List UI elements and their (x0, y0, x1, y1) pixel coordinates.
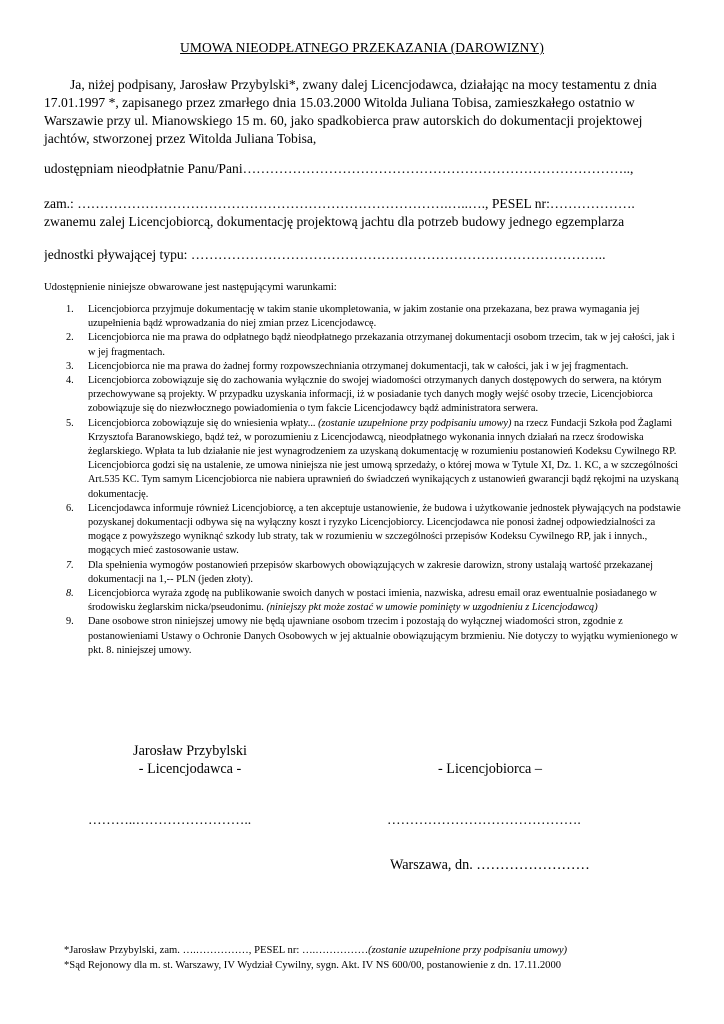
licensee-signature-line: ……………………………………. (387, 812, 581, 827)
intro-paragraph (44, 76, 684, 148)
condition-item (44, 360, 682, 374)
condition-text: Licencjobiorca nie ma prawa do odpłatnego bądź nieodpłatnego przekazania otrzymanej dokumentacji osobom trzecim, tak w jej całości, jak i w jej fragmentach. (88, 332, 675, 358)
condition-text: Licencjobiorca zobowiązuje się do zachowania wyłącznie do swojej wiadomości otrzymanych danych dostępowych do serwera, na którym przechowywane są projekty. W przypadku uzyskania informacji, iż w posiadanie tych danych mogły wejść osoby trzecie, Licencjobiorca zobowiązuje się do niezwłocznego powiadomienia o tym fakcie Licencjodawcy bądź administratora serwera. (88, 375, 662, 415)
condition-text: Licencjobiorca nie ma prawa do żadnej formy rozpowszechniania otrzymanej dokumentacji, tak w całości, jak i w jej fragmentach. (88, 360, 629, 372)
unit-type-line: jednostki pływającej typu: ……………………………………………………………………………….. (44, 247, 606, 262)
licensor-signature-block (110, 742, 270, 778)
address-pesel-line: zam.: ……………………………………………………………………….…..…., PESEL nr:………………. (44, 196, 635, 211)
licensee-role: - Licencjobiorca – (438, 761, 542, 777)
footnote-1-text: *Jarosław Przybylski, zam. ….……………, PESEL nr: ….…………… (64, 945, 369, 956)
condition-item (44, 587, 682, 615)
condition-text: Licencjobiorca wyraża zgodę na publikowanie swoich danych w postaci imienia, nazwiska, adresu email oraz ewentualnie posiadanego w środowisku żeglarskim nicka/pseudonimu. (88, 588, 657, 614)
licensee-signature-block (410, 760, 570, 778)
document-title: UMOWA NIEODPŁATNEGO PRZEKAZANIA (DAROWIZNY) (180, 40, 544, 55)
licensor-name: Jarosław Przybylski (133, 743, 247, 759)
condition-text: Licencjodawca informuje również Licencjobiorcę, a ten akceptuje ustanowienie, że budowa i użytkowanie jednostek pływających na podstawie pozyskanej dokumentacji odbywa się na wyłączny koszt i ryzyko Licencjobiorcy. Licencjodawca nie ponosi żadnej odpowiedzialności za mogące z powyższego wyniknąć szkody lub straty, tak w rozumieniu w szczególności przepisów Kodeksu Cywilnego RP, jak i innych., mogących mieć zastosowanie ustaw. (88, 502, 681, 557)
condition-item (44, 559, 682, 587)
condition-item (44, 417, 682, 502)
condition-text: Dane osobowe stron niniejszej umowy nie będą ujawniane osobom trzecim i pozostają do wyłącznej wiadomości stron, zgodnie z postanowieniami Ustawy o Ochronie Danych Osobowych w jej aktualnie obowiązującym brzmieniu. Nie dotyczy to wyjątku wymienionego w pkt. 8. niniejszej umowy. (88, 616, 678, 656)
place-date-line: Warszawa, dn. …………………… (390, 857, 590, 873)
condition-number: 3. (66, 360, 74, 372)
purpose-line: zwanemu zalej Licencjobiorcą, dokumentację projektową jachtu dla potrzeb budowy jednego egzemplarza (44, 214, 625, 229)
condition-number: 6. (66, 502, 74, 514)
condition-text: Licencjobiorca zobowiązuje się do wniesienia wpłaty... (88, 417, 316, 429)
licensor-role: - Licencjodawca - (138, 761, 242, 777)
condition-note: (niniejszy pkt może zostać w umowie pominięty w uzgodnieniu z Licencjodawcą) (263, 602, 598, 614)
footnotes (64, 943, 684, 973)
footnote-1-note: (zostanie uzupełnione przy podpisaniu umowy) (368, 945, 568, 956)
condition-number: 4. (66, 375, 74, 387)
conditions-list (44, 303, 682, 658)
condition-number: 7. (66, 559, 74, 571)
condition-number: 8. (66, 588, 74, 600)
condition-item (44, 331, 682, 359)
condition-item (44, 502, 682, 559)
condition-text: Licencjobiorca przyjmuje dokumentację w takim stanie ukompletowania, w jakim zostanie ona przekazana, bez prawa wymagania jej uzupełnienia bądź wprowadzania do niej zmian przez Licencjodawcę. (88, 304, 640, 330)
condition-text-continued: na rzecz Fundacji Szkoła pod Żaglami Krzysztofa Baranowskiego, bądź też, w porozumieniu z Licencjodawcą, nieodpłatnego wykonania innych działań na rzecz środowiska żeglarskiego. Wpłata ta lub działanie nie jest wynagrodzeniem za uzyskaną dokumentację w rozumieniu postanowień Kodeksu Cywilnego RP. Licencjobiorca godzi się na ustalenie, ze umowa niniejsza nie jest umową sprzedaży, o której mowa w Tytule XI, Dz. 1. KC, a w szczególności Art.535 KC. Tym samym Licencjobiorca nie nabiera uprawnień do świadczeń wynikających z ustanowień gwarancji bądź rękojmi na uzyskaną dokumentację. (88, 417, 679, 500)
condition-item (44, 374, 682, 417)
condition-item (44, 615, 682, 658)
footnote-2: *Sąd Rejonowy dla m. st. Warszawy, IV Wydział Cywilny, sygn. Akt. IV NS 600/00, postanowienie z dn. 17.11.2000 (64, 960, 562, 971)
intro-text: Ja, niżej podpisany, Jarosław Przybylski*, zwany dalej Licencjodawca, działając na mocy testamentu z dnia 17.01.1997 *, zapisanego przez zmarłego dnia 15.03.2000 Witolda Juliana Tobisa, zamieszkałego ostatnio w Warszawie przy ul. Mianowskiego 15 m. 60, jako spadkobierca praw autorskich do dokumentacji projektowej jachtów, stworzonej przez Witolda Juliana Tobisa, (44, 77, 657, 146)
condition-number: 5. (66, 417, 74, 429)
conditions-heading: Udostępnienie niniejsze obwarowane jest następującymi warunkami: (44, 282, 337, 293)
condition-number: 1. (66, 304, 74, 315)
recipient-line: udostępniam nieodpłatnie Panu/Pani………………………………………………………………………….., (44, 161, 634, 176)
condition-number: 2. (66, 332, 74, 344)
condition-text: Dla spełnienia wymogów postanowień przepisów skarbowych obowiązujących w zakresie darowizn, strony ustalają wartość przekazanej dokumentacji na 1,-- PLN (jeden złoty). (88, 559, 653, 585)
condition-note: (zostanie uzupełnione przy podpisaniu umowy) (315, 417, 512, 429)
condition-number: 9. (66, 616, 74, 628)
licensor-signature-line: ………..…………………….. (88, 812, 252, 827)
condition-item (44, 303, 682, 331)
footnote-1 (64, 943, 684, 958)
